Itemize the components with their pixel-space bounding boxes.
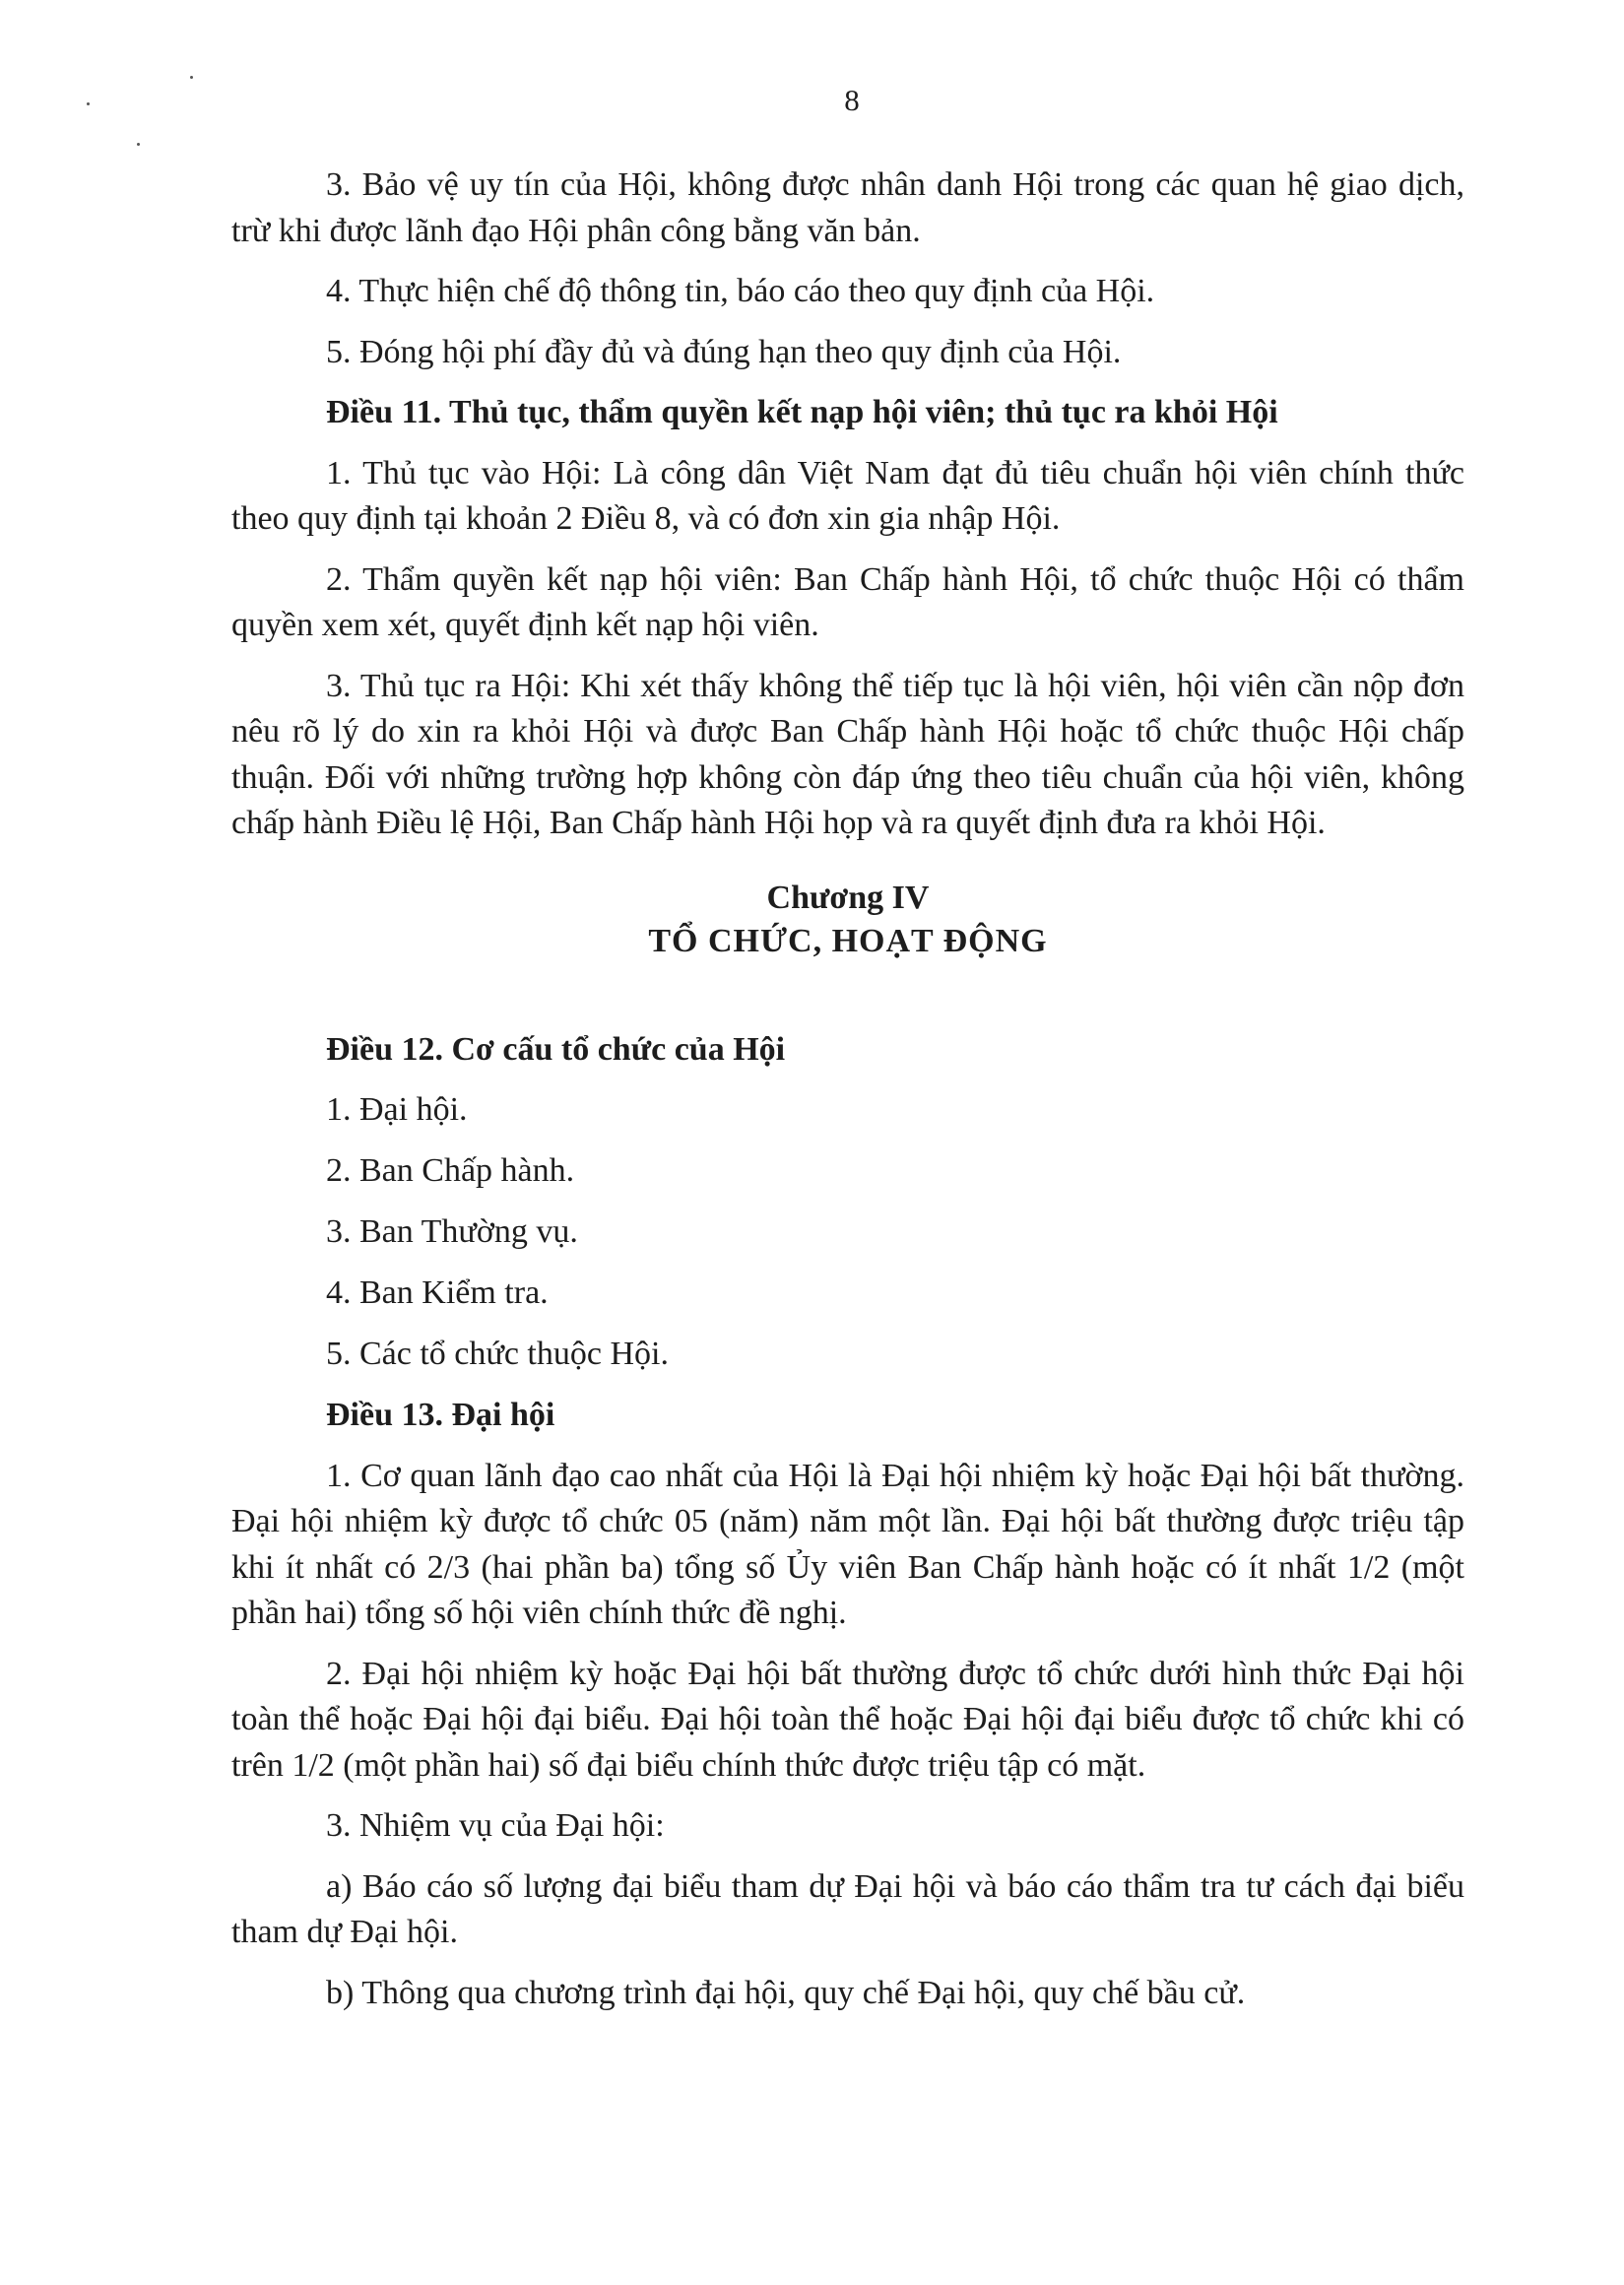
list-item: 1. Đại hội. [326,1091,468,1128]
article-heading: Điều 12. Cơ cấu tổ chức của Hội [326,1030,786,1068]
list-item: 4. Ban Kiểm tra. [326,1274,549,1311]
paragraph: b) Thông qua chương trình đại hội, quy chế Đại hội, quy chế bầu cử. [326,1974,1246,2011]
chapter-heading [231,877,1464,963]
paragraph: 3. Nhiệm vụ của Đại hội: [326,1807,665,1844]
paragraph: 3. Bảo vệ uy tín của Hội, không được nhân danh Hội trong các quan hệ giao dịch, trừ khi được lãnh đạo Hội phân công bằng văn bản. [231,166,1464,249]
paragraph: a) Báo cáo số lượng đại biểu tham dự Đại hội và báo cáo thẩm tra tư cách đại biểu tham dự Đại hội. [231,1867,1464,1950]
chapter-title: Chương IV [766,879,930,916]
paragraph: 1. Thủ tục vào Hội: Là công dân Việt Nam đạt đủ tiêu chuẩn hội viên chính thức theo quy định tại khoản 2 Điều 8, và có đơn xin gia nhập Hội. [231,454,1464,537]
paragraph: 2. Thẩm quyền kết nạp hội viên: Ban Chấp hành Hội, tổ chức thuộc Hội có thẩm quyền xem xét, quyết định kết nạp hội viên. [231,560,1464,643]
chapter-subtitle: TỔ CHỨC, HOẠT ĐỘNG [648,922,1048,959]
document-body [231,163,1464,2031]
paragraph: 2. Đại hội nhiệm kỳ hoặc Đại hội bất thường được tổ chức dưới hình thức Đại hội toàn thể hoặc Đại hội đại biểu. Đại hội toàn thể hoặc Đại hội đại biểu được tổ chức khi có trên 1/2 (một phần hai) số đại biểu chính thức được triệu tập có mặt. [231,1655,1464,1784]
scan-speck [190,76,193,79]
article-heading: Điều 11. Thủ tục, thẩm quyền kết nạp hội viên; thủ tục ra khỏi Hội [326,394,1278,430]
paragraph: 4. Thực hiện chế độ thông tin, báo cáo theo quy định của Hội. [326,273,1155,309]
paragraph: 1. Cơ quan lãnh đạo cao nhất của Hội là Đại hội nhiệm kỳ hoặc Đại hội bất thường. Đại hội nhiệm kỳ được tổ chức 05 (năm) năm một lần. Đại hội bất thường được triệu tập khi ít nhất có 2/3 (hai phần ba) tổng số Ủy viên Ban Chấp hành hoặc có ít nhất 1/2 (một phần hai) tổng số hội viên chính thức đề nghị. [231,1457,1464,1631]
list-item: 5. Các tổ chức thuộc Hội. [326,1336,669,1372]
list-item: 3. Ban Thường vụ. [326,1213,578,1250]
paragraph: 3. Thủ tục ra Hội: Khi xét thấy không thể tiếp tục là hội viên, hội viên cần nộp đơn nêu rõ lý do xin ra khỏi Hội và được Ban Chấp hành Hội hoặc tổ chức thuộc Hội chấp thuận. Đối với những trường hợp không còn đáp ứng theo tiêu chuẩn của hội viên, không chấp hành Điều lệ Hội, Ban Chấp hành Hội họp và ra quyết định đưa ra khỏi Hội. [231,667,1464,841]
page-number: 8 [844,83,860,117]
article-heading: Điều 13. Đại hội [326,1397,555,1433]
paragraph: 5. Đóng hội phí đầy đủ và đúng hạn theo quy định của Hội. [326,333,1122,370]
scan-speck [137,143,140,146]
list-item: 2. Ban Chấp hành. [326,1152,575,1189]
